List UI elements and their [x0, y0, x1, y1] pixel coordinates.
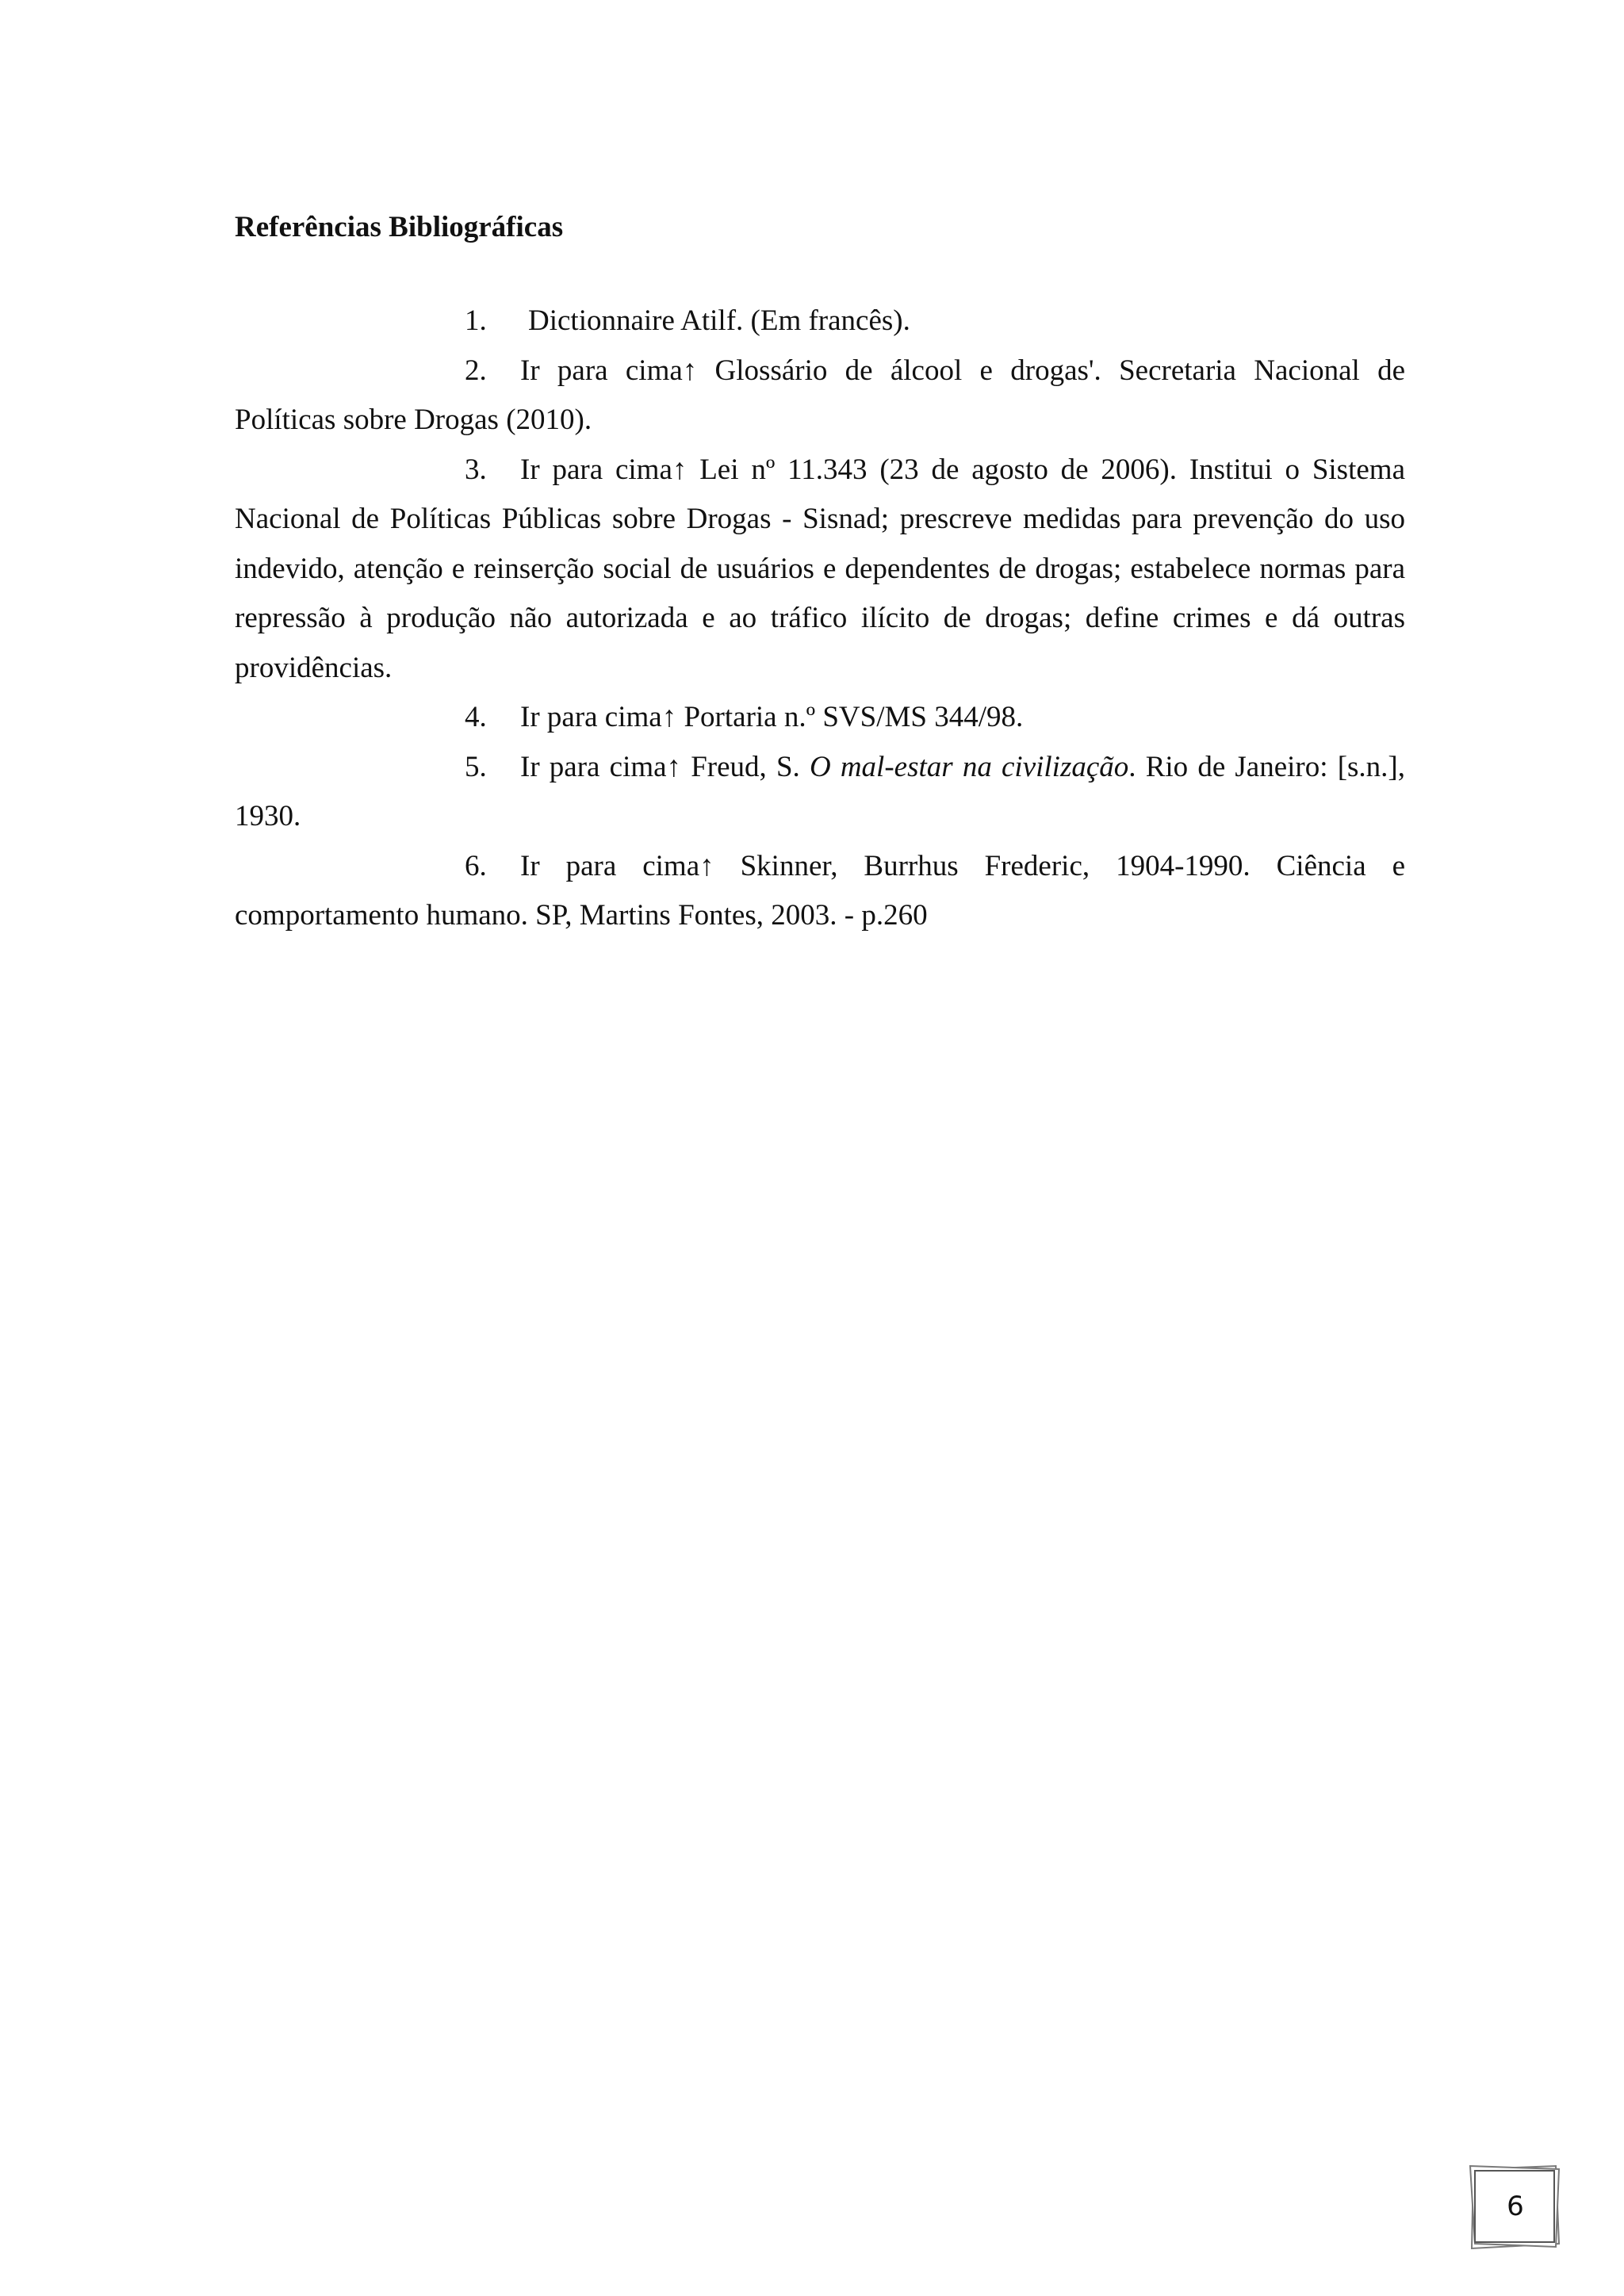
back-to-top-link[interactable]: Ir para cima	[520, 701, 662, 733]
reference-item-2	[235, 346, 1405, 446]
reference-text: Skinner, Burrhus Frederic, 1904-1990. Ciência e comportamento humano. SP, Martins Fontes, 2003. - p.260	[235, 849, 1406, 932]
up-arrow-icon[interactable]: ↑	[699, 849, 714, 882]
reference-number: 4.	[465, 701, 487, 733]
up-arrow-icon[interactable]: ↑	[682, 354, 698, 387]
back-to-top-link[interactable]: Ir para cima	[520, 354, 683, 387]
back-to-top-link[interactable]: Ir para cima	[520, 849, 700, 882]
page-number: 6	[1507, 2191, 1524, 2222]
reference-text-after: . Rio de Janeiro: [s.n.], 1930.	[235, 750, 1405, 832]
reference-item-5	[235, 743, 1405, 842]
back-to-top-link[interactable]: Ir para cima	[520, 750, 667, 783]
up-arrow-icon[interactable]: ↑	[666, 750, 682, 783]
reference-number: 2.	[465, 354, 487, 387]
reference-item-6	[235, 842, 1405, 941]
reference-text: Lei nº 11.343 (23 de agosto de 2006). Institui o Sistema Nacional de Políticas Públicas sobre Drogas - Sisnad; prescreve medidas para prevenção do uso indevido, atenção e reinserção social de usuários e dependentes de drogas; estabelece normas para repressão à produção não autorizada e ao tráfico ilícito de drogas; define crimes e dá outras providências.	[235, 453, 1405, 684]
reference-number: 3.	[465, 453, 487, 486]
up-arrow-icon[interactable]: ↑	[672, 453, 688, 486]
reference-text: Glossário de álcool e drogas'. Secretaria Nacional de Políticas sobre Drogas (2010).	[235, 354, 1405, 436]
reference-text: Portaria n.º SVS/MS 344/98.	[676, 701, 1024, 733]
up-arrow-icon[interactable]: ↑	[661, 701, 677, 733]
reference-text-before: Freud, S.	[681, 750, 810, 783]
book-title: O mal-estar na civilização	[809, 750, 1129, 783]
reference-number: 6.	[465, 849, 487, 882]
reference-item-3	[235, 446, 1405, 694]
reference-item-4	[235, 693, 1405, 743]
reference-list	[235, 297, 1405, 941]
page-number-badge	[1465, 2161, 1565, 2252]
reference-number: 5.	[465, 750, 487, 783]
reference-text: Dictionnaire Atilf. (Em francês).	[528, 304, 910, 337]
references-heading: Referências Bibliográficas	[235, 211, 564, 243]
reference-item-1	[235, 297, 1405, 346]
back-to-top-link[interactable]: Ir para cima	[520, 453, 672, 486]
reference-number: 1.	[465, 304, 487, 337]
